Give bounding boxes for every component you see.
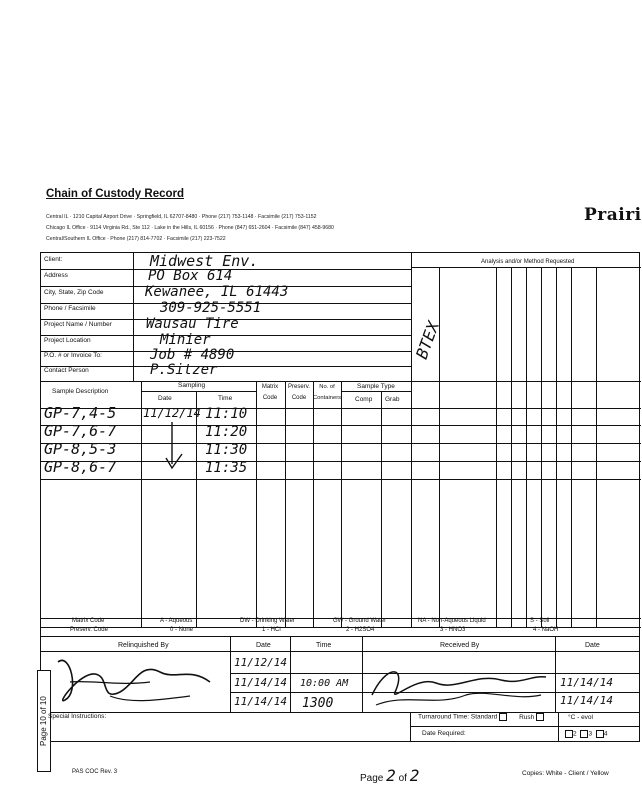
footer-copies: Copies: White - Client / Yellow xyxy=(522,770,609,777)
legend-matrix-a: A - Aqueous xyxy=(160,618,193,624)
sample-3-time: 11:30 xyxy=(205,442,248,458)
sample-3-desc: GP-8,5-3 xyxy=(44,440,117,458)
date-required-label: Date Required: xyxy=(422,730,466,737)
sample-4-time: 11:35 xyxy=(205,460,248,476)
ditto-arrow-mark xyxy=(160,420,190,472)
legend-matrix-s: S - Soil xyxy=(530,618,550,624)
value-phone-fax: 309-925-5551 xyxy=(160,300,262,316)
label-client: Client: xyxy=(44,256,63,263)
col-matrix-code: Matrix Code xyxy=(261,384,279,401)
value-client: Midwest Env. xyxy=(150,252,259,270)
value-project-name: Wausau Tire xyxy=(146,316,239,332)
sample-2-desc: GP-7,6-7 xyxy=(44,422,117,440)
legend-preserv-code: Preserv. Code xyxy=(70,627,108,633)
footer-page xyxy=(360,766,419,785)
col-sampling: Sampling xyxy=(178,382,206,389)
custody-received-by: Received By xyxy=(440,642,480,649)
label-city-state-zip: City, State, Zip Code xyxy=(44,289,104,296)
standard-checkbox[interactable] xyxy=(499,713,507,721)
special-instructions-label: Special Instructions: xyxy=(48,713,107,720)
legend-preserv-4: 4 - NaOH xyxy=(533,627,559,633)
page-side-tab: Page 10 of 10 xyxy=(37,670,51,772)
legend-preserv-0: 0 - None xyxy=(170,627,194,633)
cooler-opt-4: 4 xyxy=(603,730,608,738)
custody-date-2-value: 11/14/14 xyxy=(234,676,287,689)
col-no-containers: No. of Containers xyxy=(313,384,342,401)
label-contact-person: Contact Person xyxy=(44,367,89,374)
cooler-opt-2-checkbox[interactable] xyxy=(565,730,573,738)
footer-page-num: 2 xyxy=(386,766,396,785)
value-po-invoice: Job # 4890 xyxy=(150,347,235,363)
office-line-2: Chicago IL Office · 9114 Virginia Rd., Ste 112 · Lake in the Hills, IL 60156 · Phone (847) 651-2604 · Facsimile (847) 458-9680 xyxy=(46,225,334,231)
value-address: PO Box 614 xyxy=(148,268,233,284)
value-city-state-zip: Kewanee, IL 61443 xyxy=(145,284,289,300)
rush-checkbox[interactable] xyxy=(536,713,544,721)
rush-label: Rush xyxy=(519,713,535,721)
custody-time-2: 1300 xyxy=(302,696,334,711)
analysis-heading: Analysis and/or Method Requested xyxy=(481,259,575,265)
sample-1-time: 11:10 xyxy=(205,406,248,422)
office-line-1: Central IL · 1210 Capital Airport Drive · Springfield, IL 62707-8480 · Phone (217) 753-1148 · Facsimile (217) 753-1152 xyxy=(46,214,317,220)
legend-preserv-2: 2 - H2SO4 xyxy=(346,627,375,633)
cooler-temp-label: °C - evol xyxy=(568,714,593,721)
document-title: Chain of Custody Record xyxy=(46,188,185,200)
sample-2-time: 11:20 xyxy=(205,424,248,440)
cooler-opt-2: 2 xyxy=(573,730,577,738)
office-line-3: Central/Southern IL Office · Phone (217) 814-7702 · Facsimile (217) 223-7522 xyxy=(46,236,226,242)
col-date: Date xyxy=(158,395,172,402)
sample-1-desc: GP-7,4-5 xyxy=(44,404,117,422)
legend-matrix-dw: DW - Drinking Water xyxy=(240,618,295,624)
coc-form-frame xyxy=(40,252,640,637)
footer-page-of: of xyxy=(398,773,407,784)
value-contact-person: P.Sitzer xyxy=(150,362,218,378)
cooler-options xyxy=(563,730,608,738)
label-po-invoice: P.O. # or Invoice To: xyxy=(44,352,102,359)
analysis-entry: BTEX xyxy=(412,318,444,362)
custody-date-1: 11/12/14 xyxy=(234,656,287,669)
col-time: Time xyxy=(218,395,233,402)
custody-relinquished-by: Relinquished By xyxy=(118,642,169,649)
col-sample-description: Sample Description xyxy=(52,388,109,395)
legend-matrix-na: NA - Non-Aqueous Liquid xyxy=(418,618,486,624)
custody-time-1: 10:00 AM xyxy=(300,678,349,689)
value-project-location: Minier xyxy=(160,332,211,348)
col-preserv-code: Preserv. Code xyxy=(288,384,310,401)
legend-preserv-3: 3 - HNO3 xyxy=(440,627,466,633)
col-comp: Comp xyxy=(355,396,373,403)
label-project-location: Project Location xyxy=(44,337,91,344)
label-address: Address xyxy=(44,272,68,279)
footer-form-rev: PAS COC Rev. 3 xyxy=(72,769,118,775)
company-logo: Prairi xyxy=(584,205,642,225)
label-phone-fax: Phone / Facsimile xyxy=(44,305,96,312)
col-sample-type: Sample Type xyxy=(357,383,395,390)
legend-preserv-1: 1 - HCl xyxy=(262,627,281,633)
cooler-opt-3: 3 xyxy=(588,730,593,738)
custody-date-3: 11/14/14 xyxy=(234,695,287,708)
turnaround-row xyxy=(418,713,544,721)
legend-matrix-code: Matrix Code xyxy=(72,618,105,624)
turnaround-label: Turnaround Time: Standard xyxy=(418,713,498,721)
cooler-opt-4-checkbox[interactable] xyxy=(596,730,604,738)
custody-time: Time xyxy=(316,642,332,649)
footer-page-label: Page xyxy=(360,773,384,784)
col-grab: Grab xyxy=(385,396,400,403)
relinquished-signature xyxy=(50,652,220,712)
label-project-name: Project Name / Number xyxy=(44,321,112,328)
custody-recv-date-1: 11/14/14 xyxy=(560,676,613,689)
legend-matrix-gw: GW - Ground Water xyxy=(333,618,387,624)
sample-4-desc: GP-8,6-7 xyxy=(44,458,117,476)
footer-page-total: 2 xyxy=(409,766,420,785)
custody-date-2: Date xyxy=(585,642,600,649)
sample-1-date: 11/12/14 xyxy=(143,406,201,420)
custody-date: Date xyxy=(256,642,271,649)
custody-recv-date-2: 11/14/14 xyxy=(560,694,613,707)
received-signature xyxy=(366,655,551,710)
